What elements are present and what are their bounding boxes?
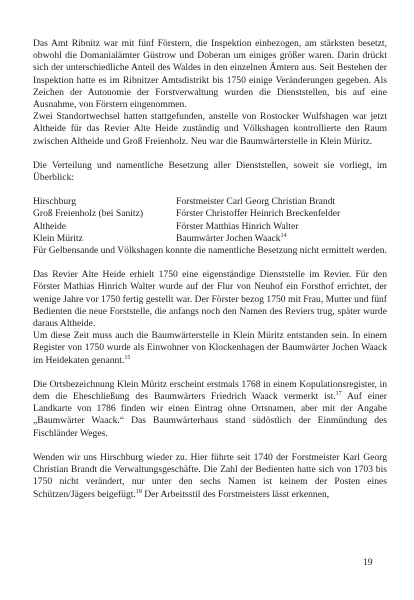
footnote-marker: 18 [135,488,142,495]
paragraph-text: Die Ortsbezeichnung Klein Müritz erscheint erstmals 1768 in einem Kopulationsregister, in dem die Eheschließung des Baumwärters Friedrich Waack vermerkt ist. [33,378,387,403]
listing-person: Forstmeister Carl Georg Christian Brandt [176,196,336,208]
listing-row [33,221,387,233]
paragraph [33,379,387,440]
listing-place: Groß Freienholz (bei Sanitz) [33,208,144,220]
listing-person [176,233,387,245]
staff-listing [33,196,387,245]
listing-place: Altheide [33,220,67,232]
paragraph-text: Der Arbeitsstil des Forstmeisters lässt erkennen, [141,488,330,500]
paragraph-text: Um diese Zeit muss auch die Baumwärterstelle in Klein Müritz entstanden sein. In einem Register von 1750 wurde als Einwohner von Klockenhagen der Baumwärter Jochen Waack im Heidekaten genannt. [33,330,387,366]
paragraph [33,330,387,367]
footnote-marker: 14 [280,232,287,239]
footnote-marker: 17 [335,390,342,397]
listing-person: Förster Christoffer Heinrich Breckenfelder [176,208,341,220]
paragraph-text: Wenden wir uns Hirschburg wieder zu. Hier führte seit 1740 der Forstmeister Karl Georg Christian Brandt die Verwaltungsgeschäfte. Die Zahl der Bedienten hatte sich von 1703 bis 1750 nicht verändert, nur unter den sechs Namen ist keinem der Posten eines Schützen/Jägers beigefügt. [33,451,387,500]
listing-row [33,196,387,208]
paragraph: Das Revier Alte Heide erhielt 1750 eine eigenständige Dienststelle im Revier. Für den Förster Mathias Hinrich Walter wurde auf der Flur von Neuhof ein Forsthof errichtet, der wenige Jahre vor 1750 fertig gestellt war. Der Förster bezog 1750 mit Frau, Mutter und fünf Bedienten die neue Forststelle, die anfangs noch den Namen des Reviers trug, später wurde daraus Altheide. [33,269,387,330]
footnote-marker: 15 [124,354,131,361]
paragraph: Zwei Standortwechsel hatten stattgefunden, anstelle von Rostocker Wulfshagen war jetzt Altheide für das Revier Alte Heide zuständig und Völkshagen kontrollierte den Raum zwischen Altheide und Groß Freienholz. Neu war die Baumwärterstelle in Klein Müritz. [33,111,387,147]
paragraph-text: Auf einer Landkarte von 1786 finden wir einen Eintrag ohne Ortsnamen, aber mit der Angabe „Baumwärter Waack.“ Das Baumwärterhaus stand südöstlich der Einmündung des Fischländer Weges. [33,391,387,439]
listing-row [33,233,387,245]
paragraph: Das Amt Ribnitz war mit fünf Förstern, die Inspektion einbezogen, am stärksten besetzt, obwohl die Domanialämter Güstrow und Doberan um einiges größer waren. Darin drückt sich der unterschiedliche Anteil des Waldes in den einzelnen Ämtern aus. Seit Bestehen der Inspektion hatte es im Ribnitzer Amtsdistrikt bis 1750 einige Veränderungen gegeben. Als Zeichen der Autonomie der Forstverwaltung wurden die Dienststellen, bis auf eine Ausnahme, von Förstern eingenommen. [33,38,387,111]
paragraph: Für Gelbensande und Völkshagen konnte die namentliche Besetzung nicht ermittelt werden. [33,245,387,257]
listing-place: Klein Müritz [33,232,83,244]
paragraph [33,452,387,501]
page-body [33,38,387,501]
listing-row [33,208,387,220]
listing-place: Hirschburg [33,196,76,208]
listing-person: Förster Matthias Hinrich Walter [176,220,299,232]
listing-person-text: Baumwärter Jochen Waack [176,232,281,244]
intro-paragraph: Die Verteilung und namentliche Besetzung aller Dienststellen, soweit sie vorliegt, im Überblick: [33,159,387,184]
page-number: 19 [363,557,373,568]
